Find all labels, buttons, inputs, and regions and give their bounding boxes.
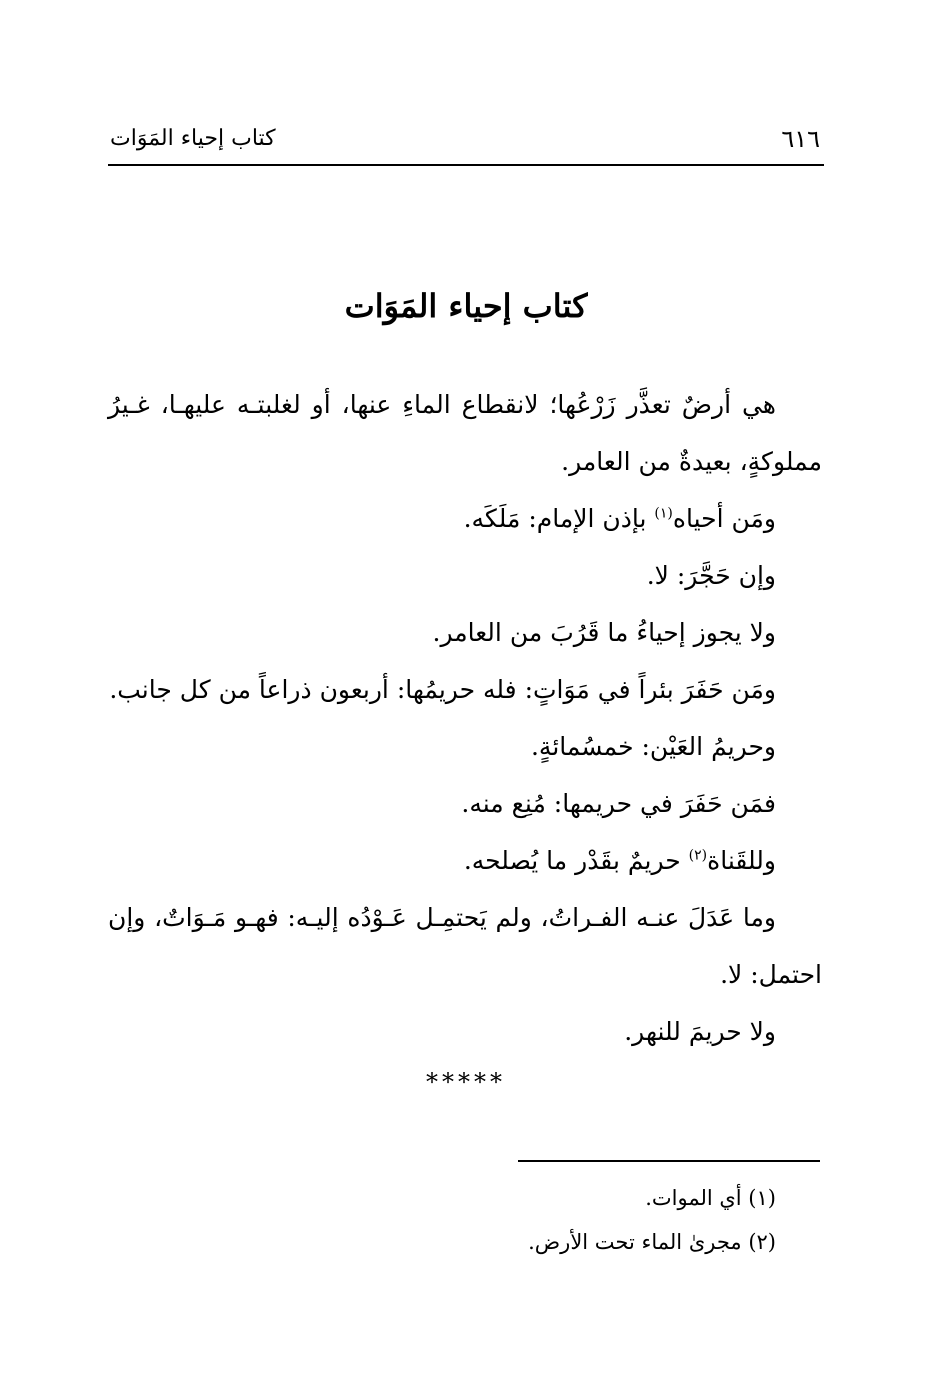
paragraph-digging-in-zone: فمَن حَفَرَ في حريمها: مُنِع منه.: [461, 789, 776, 818]
paragraph-canal-text-end: حريمٌ بقَدْر ما يُصلحه.: [463, 846, 689, 875]
paragraph-definition: هي أرضٌ تعذَّر زَرْعُها؛ لانقطاع الماءِ عنها، أو لغلبتـه عليهـا، غـيرُ مملوكةٍ، بعيدةٌ من العامر.: [108, 390, 822, 476]
paragraph-euphrates: وما عَدَلَ عنـه الفـراتُ، ولم يَحتمِـل عَـوْدُه إليـه: فهـو مَـوَاتٌ، وإن احتمل: لا.: [108, 903, 822, 989]
paragraph-spring: وحريمُ العَيْن: خمسُمائةٍ.: [530, 732, 776, 761]
header-rule: [108, 164, 824, 166]
footnote-ref-1[interactable]: (١): [654, 505, 673, 522]
paragraph-river: ولا حريمَ للنهر.: [624, 1017, 776, 1046]
footnote-rule: [518, 1160, 820, 1162]
running-header: [108, 120, 824, 164]
paragraph-canal: [108, 832, 822, 889]
footnote-2: (٢) مجرىٰ الماء تحت الأرض.: [528, 1230, 776, 1254]
paragraph-revival-text-end: بإذن الإمام: مَلَكَه.: [463, 504, 655, 533]
paragraph-well: ومَن حَفَرَ بئراً في مَوَاتٍ: فله حريمُها: أربعون ذراعاً من كل جانب.: [109, 675, 776, 704]
page-number: ٦١٦: [781, 125, 820, 153]
paragraph-revival: [108, 490, 822, 547]
footnote-1: (١) أي الموات.: [645, 1186, 776, 1210]
chapter-title: كتاب إحياء المَوَات: [344, 287, 588, 325]
paragraph-canal-text: وللقَناة: [707, 846, 776, 875]
paragraph-demarcation: وإن حَجَّرَ: لا.: [646, 561, 776, 590]
running-title: كتاب إحياء المَوَات: [110, 126, 276, 151]
section-separator: *****: [426, 1068, 506, 1096]
footnote-ref-2[interactable]: (٢): [688, 847, 708, 864]
footnotes: [108, 1176, 822, 1264]
paragraph-near-settlement: ولا يجوز إحياءُ ما قَرُبَ من العامر.: [432, 618, 776, 647]
paragraph-revival-text: ومَن أحياه: [672, 504, 776, 533]
body-text: [108, 376, 822, 1060]
